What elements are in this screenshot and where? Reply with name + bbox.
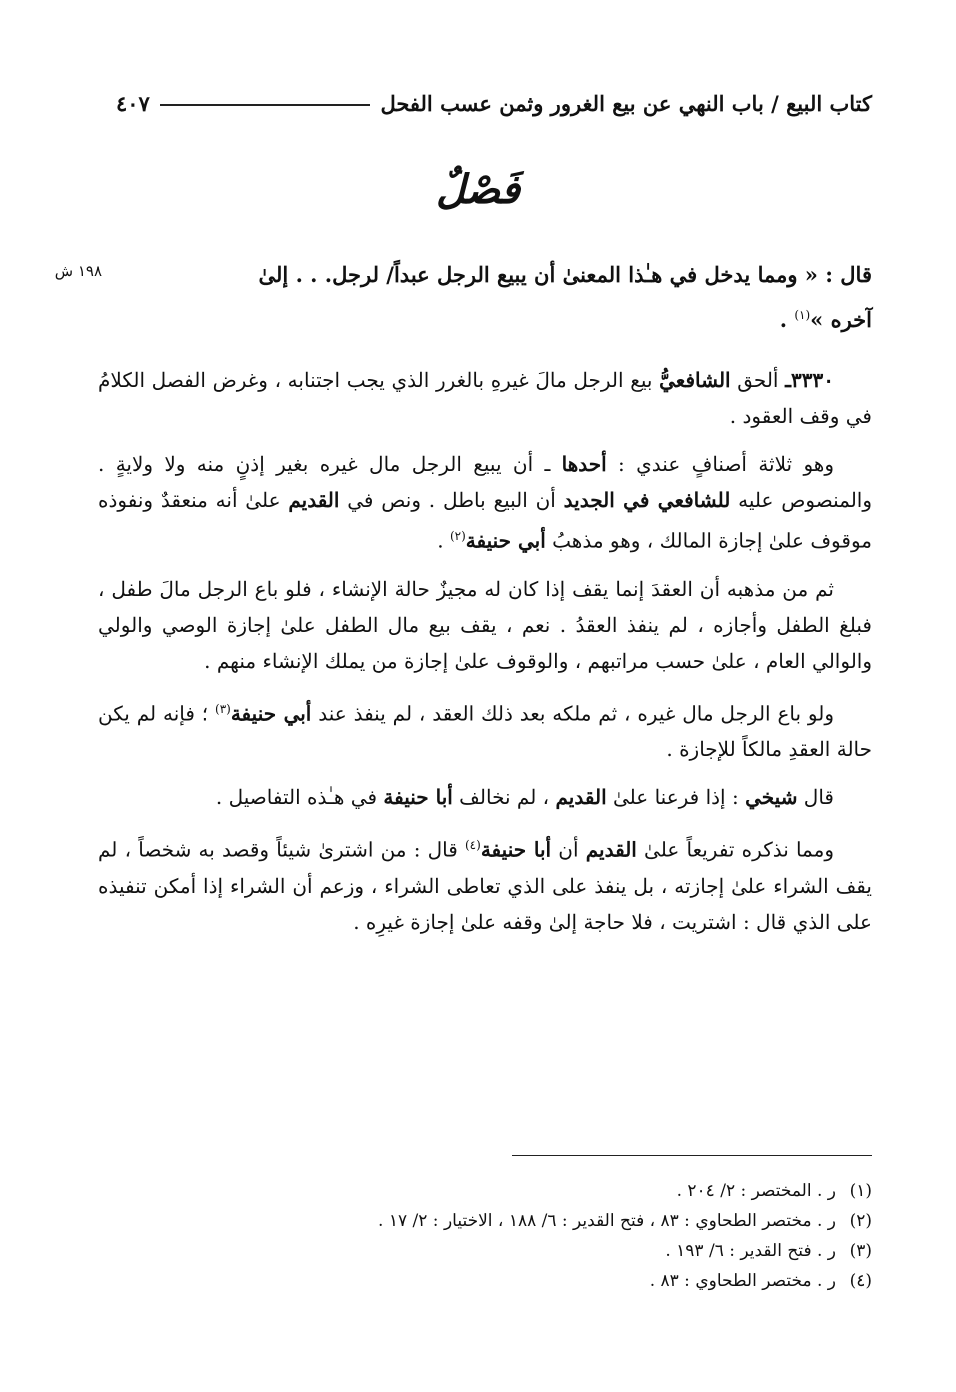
- main-text: [98, 362, 872, 952]
- header-title: كتاب البيع / باب النهي عن بيع الغرور وثمن عسب الفحل: [380, 90, 872, 116]
- paragraph: ومما نذكره تفريعاً علىٰ القديم أن أبا حنيفة$^{(٤)}$ قال : من اشترىٰ شيئاً وقصد به شخصاً ، لم يقف الشراء علىٰ إجازته ، بل ينفذ على الذي تعاطى الشراء ، وزعم أن الشراء إذا أمكن تنفيذه على الذي قال : اشتريت ، فلا حاجة إلىٰ وقفه علىٰ إجازة غيرِه .: [98, 837, 872, 934]
- footnote: (١) ر . المختصر : ٢/ ٢٠٤ .: [676, 1181, 872, 1201]
- paragraph-number: ٣٣٣٠ـ: [785, 368, 834, 392]
- quote-line-2: آخره »$^{(١)}$ .: [779, 307, 872, 332]
- paragraph: ثم من مذهبه أن العقدَ إنما يقف إذا كان له مجيزٌ حالة الإنشاء ، فلو باع الرجل مالَ طفل ، فبلغ الطفل وأجازه ، لم ينفذ العقدُ . نعم ، يقف بيع مال الطفل علىٰ إجازة الوصي والولي والوالي العام ، علىٰ حسب مراتبهم ، والوقوف علىٰ إجازة من يملك الإنشاء منهم .: [98, 576, 872, 673]
- footnote: (٢) ر . مختصر الطحاوي : ٨٣ ، فتح القدير : ٦/ ١٨٨ ، الاختيار : ٢/ ١٧ .: [378, 1211, 872, 1231]
- footnote-ref[interactable]: (٣): [215, 701, 231, 716]
- paragraph: قال شيخي : إذا فرعنا علىٰ القديم ، لم نخالف أبا حنيفة في هـٰذه التفاصيل .: [215, 785, 834, 810]
- running-header: [116, 86, 872, 120]
- quote-block: [110, 255, 872, 340]
- footnote-ref[interactable]: (٢): [449, 529, 466, 543]
- margin-note: ١٩٨ ش: [54, 262, 102, 280]
- footnote-ref[interactable]: (٤): [464, 838, 481, 853]
- footnote-ref[interactable]: (١): [794, 308, 811, 322]
- section-heading: فَصْلٌ: [435, 166, 521, 213]
- footnote: (٣) ر . فتح القدير : ٦/ ١٩٣ .: [665, 1241, 872, 1261]
- header-rule: [160, 104, 371, 106]
- footnote-separator: [512, 1155, 872, 1156]
- paragraph: ولو باع الرجل مال غيره ، ثم ملكه بعد ذلك العقد ، لم ينفذ عند أبي حنيفة$^{(٣)}$ ؛ فإنه لم يكن حالة العقدِ مالكاً للإجازة .: [98, 701, 872, 762]
- paragraph-3330: ٣٣٣٠ـ ألحق الشافعيُّ بيع الرجل مالَ غيرهِ بالغرر الذي يجب اجتنابه ، وغرض الفصل الكلامُ في وقف العقود .: [98, 368, 872, 428]
- paragraph: وهو ثلاثة أصنافٍ عندي : أحدها ـ أن يبيع الرجل مال غيره بغير إذنٍ منه ولا ولايةٍ . والمنصوص عليه للشافعي في الجديد أن البيع باطل . ونص في القديم علىٰ أنه منعقدٌ ونفوذه موقوف علىٰ إجازة المالك ، وهو مذهبُ أبي حنيفة$^{(٢)}$ .: [98, 452, 872, 553]
- footnotes: [200, 1176, 872, 1296]
- footnote: (٤) ر . مختصر الطحاوي : ٨٣ .: [649, 1271, 872, 1291]
- page-number: ٤٠٧: [116, 90, 150, 116]
- quote-line-1: قال : « ومما يدخل في هـٰذا المعنىٰ أن يبيع الرجل عبداً/ لرجل. . . إلىٰ: [258, 262, 872, 287]
